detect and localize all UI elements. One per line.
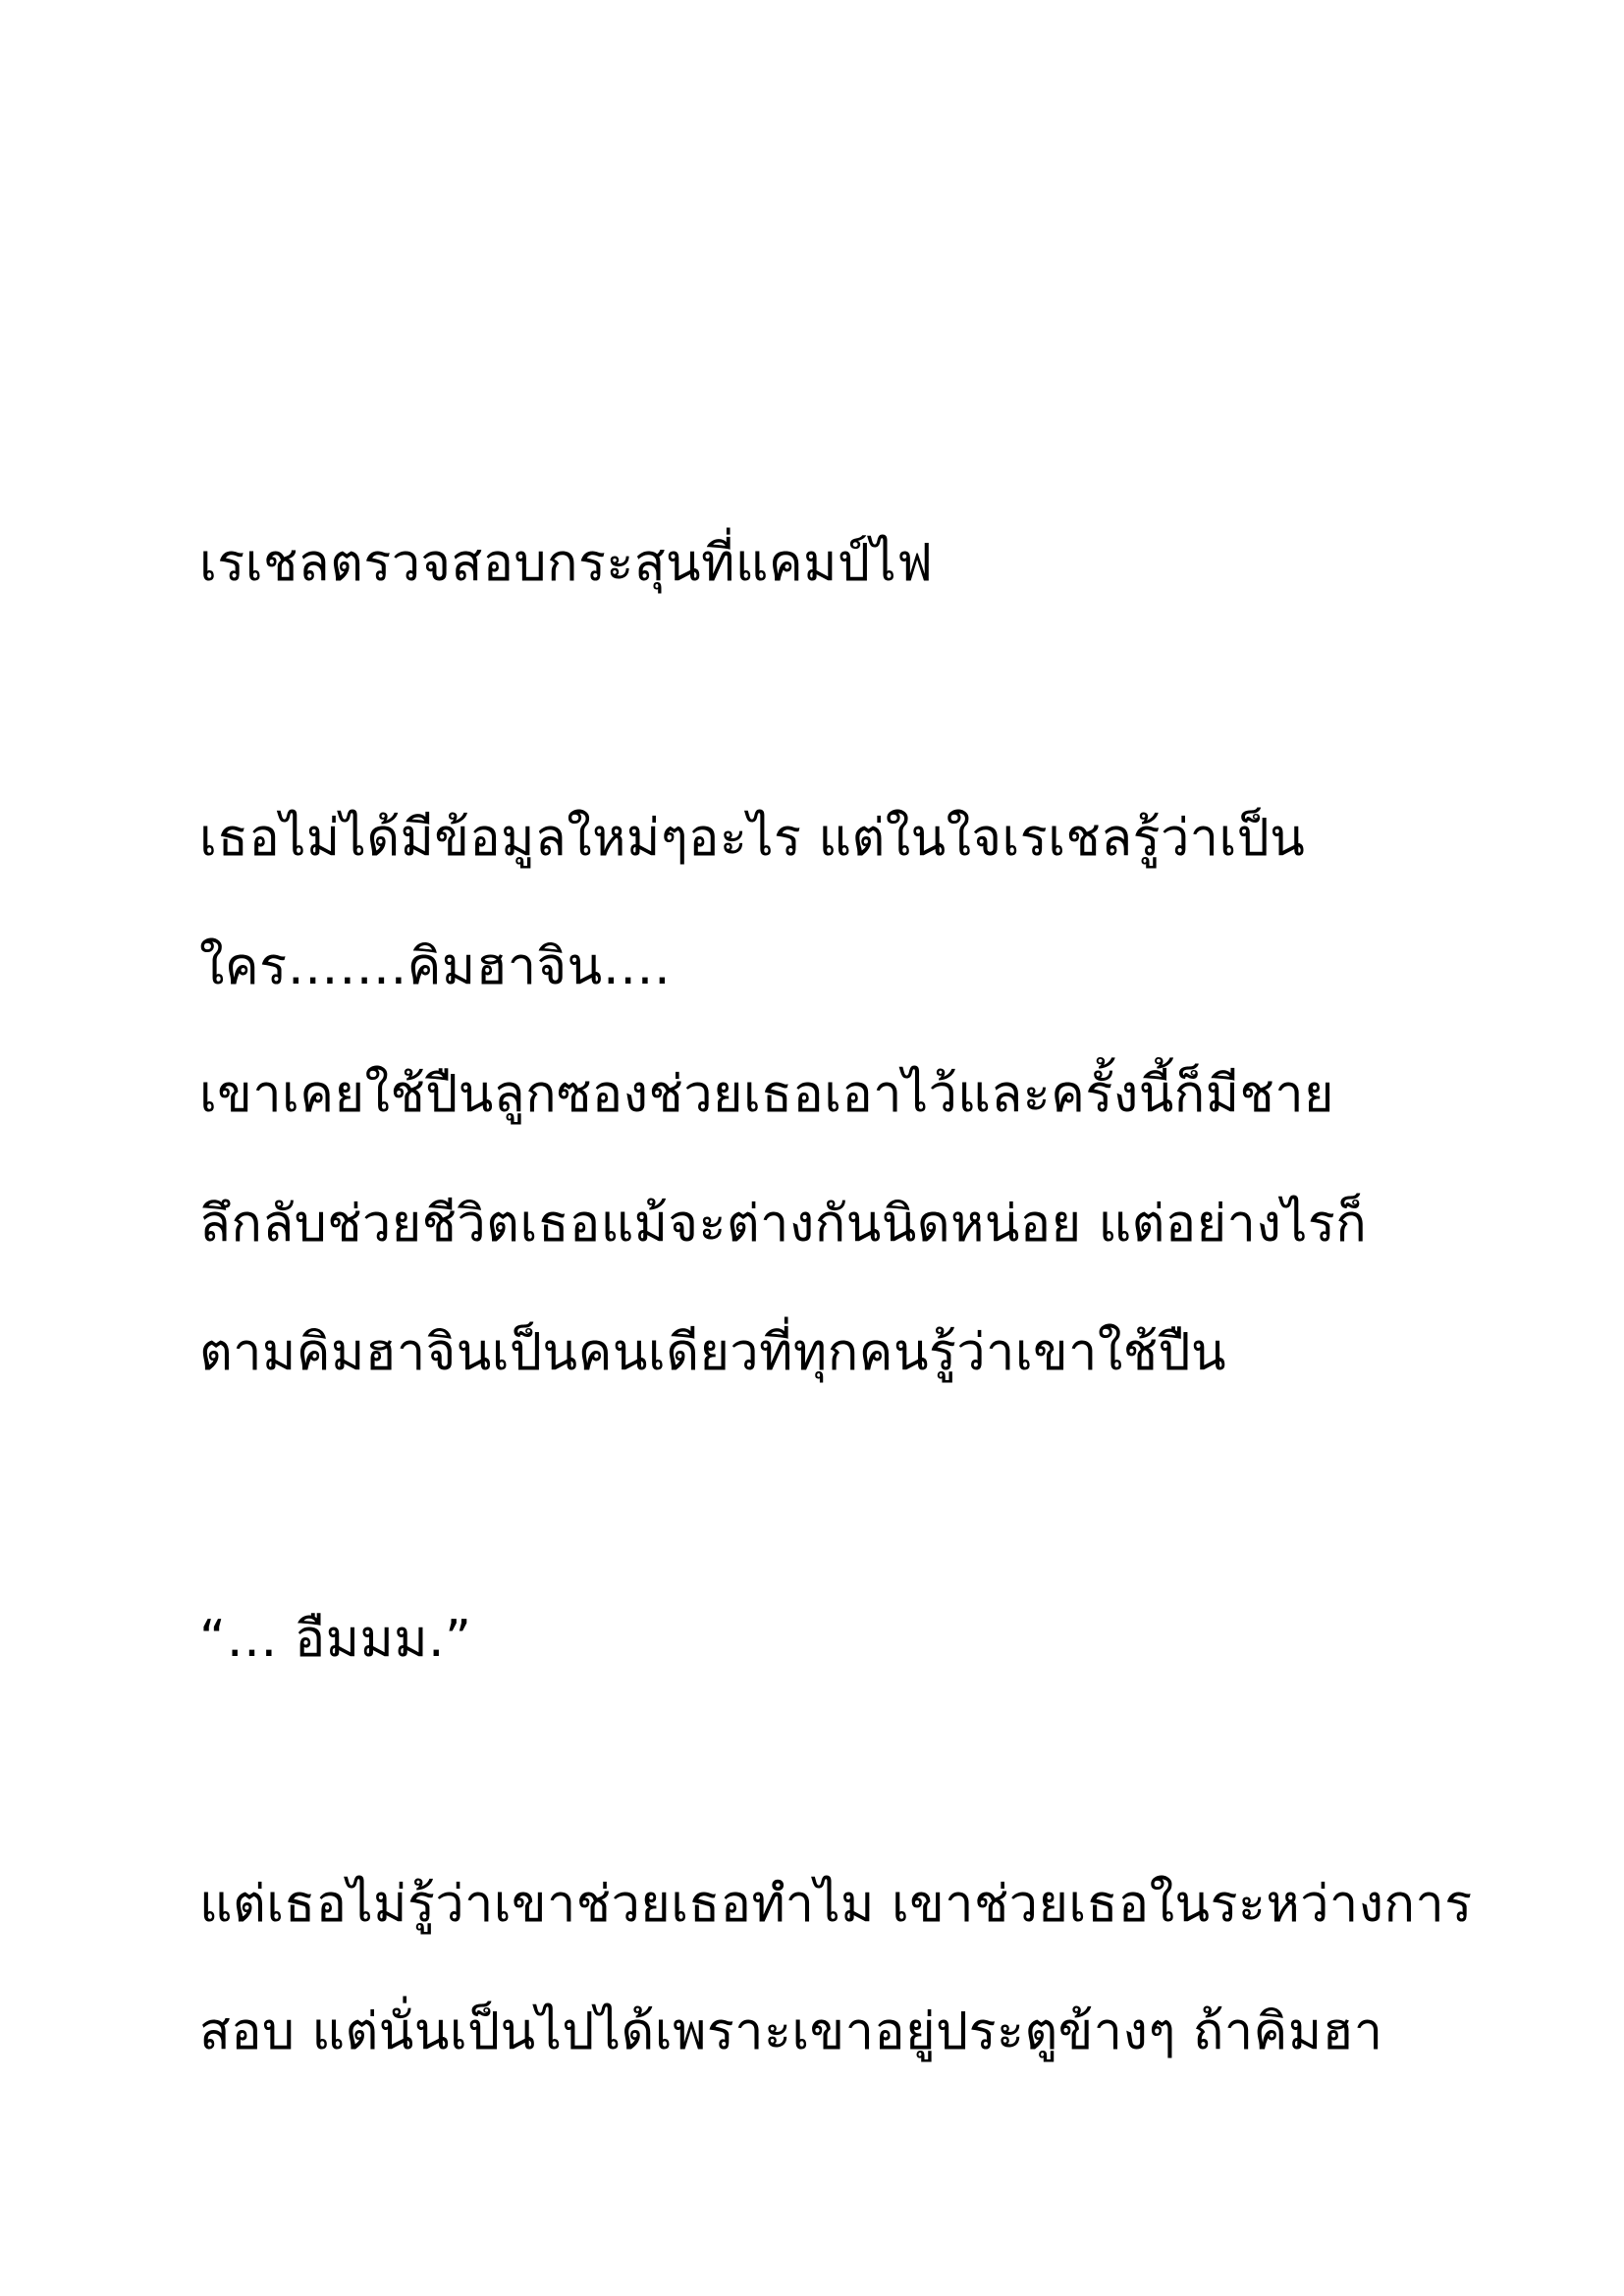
paragraph-line: แต่เธอไม่รู้ว่าเขาช่วยเธอทำไม เขาช่วยเธอในระหว่างการ (199, 1875, 1473, 1934)
paragraph-line: เธอไม่ได้มีข้อมูลใหม่ๆอะไร แต่ในใจเรเชลรู้ว่าเป็น (199, 809, 1306, 868)
dialogue-line: “… อืมมม.” (199, 1610, 472, 1669)
paragraph-line: ตามคิมฮาจินเป็นคนเดียวที่ทุกคนรู้ว่าเขาใช้ปืน (199, 1323, 1227, 1382)
paragraph-line: สอบ แต่นั่นเป็นไปได้เพราะเขาอยู่ประตูข้างๆ ถ้าคิมฮา (199, 2002, 1383, 2061)
paragraph-line: เขาเคยใช้ปืนลูกซองช่วยเธอเอาไว้และครั้งนี้ก็มีชาย (199, 1065, 1334, 1124)
paragraph-line: ลึกลับช่วยชีวิตเธอแม้จะต่างกันนิดหน่อย แต่อย่างไรก็ (199, 1195, 1368, 1254)
paragraph-line: ใคร…….คิมฮาจิน…. (199, 937, 672, 996)
paragraph-line: เรเชลตรวจสอบกระสุนที่แคมป์ไฟ (199, 534, 934, 593)
